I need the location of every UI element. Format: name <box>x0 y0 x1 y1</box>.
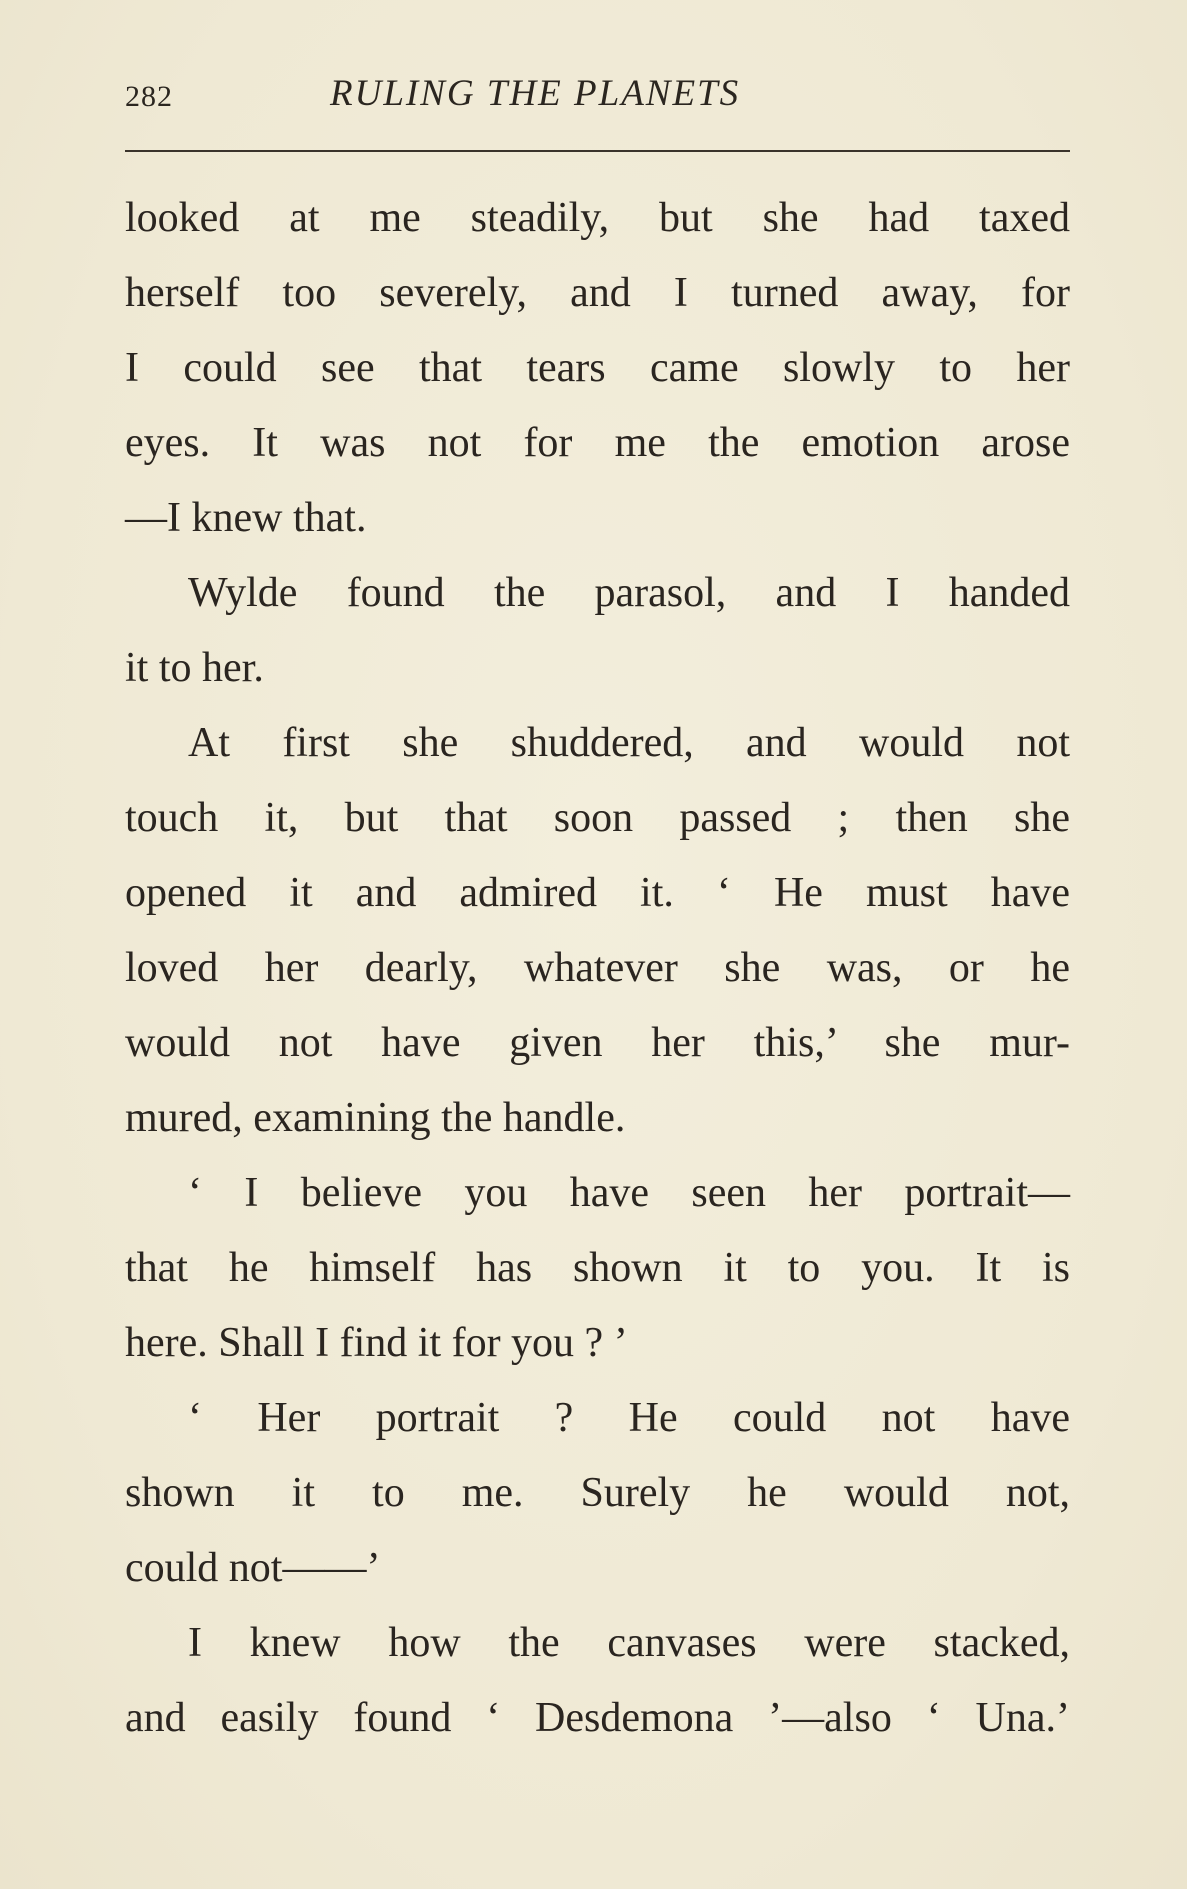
text-line: ‘ I believe you have seen her portrait— <box>188 1170 1070 1216</box>
running-title: RULING THE PLANETS <box>330 73 741 114</box>
text-line: opened it and admired it. ‘ He must have <box>125 870 1070 916</box>
header-rule <box>125 150 1070 152</box>
paragraph <box>125 1156 1070 1381</box>
running-head <box>125 72 1070 122</box>
text-line: and easily found ‘ Desdemona ’—also ‘ Una.’ <box>125 1695 1070 1741</box>
paragraph <box>125 1606 1070 1756</box>
text-line: loved her dearly, whatever she was, or he <box>125 945 1070 991</box>
page-number: 282 <box>125 80 173 113</box>
text-line: I could see that tears came slowly to her <box>125 345 1070 391</box>
text-line: it to her. <box>125 645 264 691</box>
text-line: mured, examining the handle. <box>125 1095 626 1141</box>
paragraph <box>125 706 1070 1156</box>
paragraph <box>125 1381 1070 1606</box>
text-line: ‘ Her portrait ? He could not have <box>188 1395 1070 1441</box>
body-text <box>125 181 1070 1756</box>
text-line: here. Shall I find it for you ? ’ <box>125 1320 628 1366</box>
paragraph <box>125 556 1070 706</box>
text-line: could not——’ <box>125 1545 381 1591</box>
text-line: I knew how the canvases were stacked, <box>188 1620 1070 1666</box>
text-line: looked at me steadily, but she had taxed <box>125 195 1070 241</box>
text-line: would not have given her this,’ she mur- <box>125 1020 1070 1066</box>
text-line: eyes. It was not for me the emotion arose <box>125 420 1070 466</box>
text-line: herself too severely, and I turned away, for <box>125 270 1070 316</box>
text-line: that he himself has shown it to you. It is <box>125 1245 1070 1291</box>
paragraph <box>125 181 1070 556</box>
text-line: —I knew that. <box>125 495 367 541</box>
text-line: shown it to me. Surely he would not, <box>125 1470 1070 1516</box>
text-line: touch it, but that soon passed ; then she <box>125 795 1070 841</box>
text-line: At first she shuddered, and would not <box>188 720 1070 766</box>
text-line: Wylde found the parasol, and I handed <box>188 570 1070 616</box>
